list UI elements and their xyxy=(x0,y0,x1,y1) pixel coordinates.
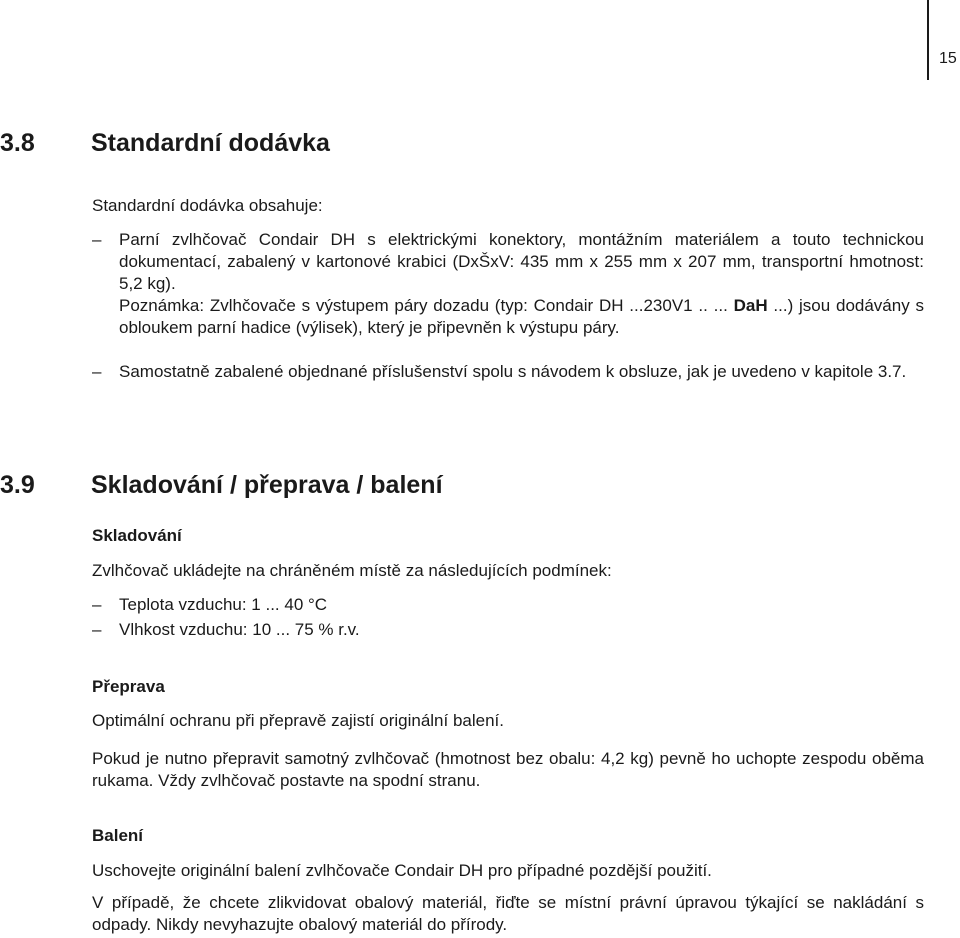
list-item xyxy=(92,361,924,383)
list-item-text: Teplota vzduchu: 1 ... 40 °C xyxy=(119,595,328,614)
list-item-text: Samostatně zabalené objednané příslušenství spolu s návodem k obsluze, jak je uvedeno v kapitole 3.7. xyxy=(119,362,907,381)
note-text-end: ...) jsou dodávány s obloukem parní hadice (výlisek), který je připevněn k výstupu páry. xyxy=(119,296,924,337)
header-rule xyxy=(927,0,929,80)
packaging-paragraph: Uschovejte originální balení zvlhčovače Condair DH pro případné pozdější použití. xyxy=(92,861,712,880)
section-title: Skladování / přeprava / balení xyxy=(91,471,443,499)
list-item xyxy=(92,619,924,641)
delivery-intro: Standardní dodávka obsahuje: xyxy=(92,196,323,215)
subheading-packaging: Balení xyxy=(92,826,144,845)
list-item-text xyxy=(119,229,924,339)
page-number: 15 xyxy=(939,50,957,67)
list-item xyxy=(92,229,924,339)
list-dash: – xyxy=(92,362,102,381)
storage-intro: Zvlhčovač ukládejte na chráněném místě za následujících podmínek: xyxy=(92,561,612,580)
subheading-transport: Přeprava xyxy=(92,677,165,696)
list-item-text: Vlhkost vzduchu: 10 ... 75 % r.v. xyxy=(119,620,360,639)
note-text: Poznámka: Zvlhčovače s výstupem páry dozadu (typ: Condair DH ...230V1 .. ... xyxy=(119,296,734,315)
section-number: 3.9 xyxy=(0,471,35,499)
transport-paragraph: Optimální ochranu při přepravě zajistí originální balení. xyxy=(92,711,504,730)
list-dash: – xyxy=(92,230,102,249)
list-dash: – xyxy=(92,595,102,614)
subheading-storage: Skladování xyxy=(92,526,182,545)
note-model-code: DaH xyxy=(733,296,768,315)
transport-paragraph: Pokud je nutno přepravit samotný zvlhčovač (hmotnost bez obalu: 4,2 kg) pevně ho uchopte zespodu oběma rukama. Vždy zvlhčovač postavte na spodní stranu. xyxy=(92,749,924,790)
section-title: Standardní dodávka xyxy=(91,129,330,157)
delivery-note xyxy=(119,295,924,339)
section-number: 3.8 xyxy=(0,129,35,157)
delivery-item-text: Parní zvlhčovač Condair DH s elektrickými konektory, montážním materiálem a touto technickou dokumentací, zabalený v kartonové krabici (DxŠxV: 435 mm x 255 mm x 207 mm, transportní hmotnost: 5,2 kg). xyxy=(119,230,924,293)
list-item xyxy=(92,594,924,616)
list-dash: – xyxy=(92,620,102,639)
packaging-paragraph: V případě, že chcete zlikvidovat obalový materiál, řiďte se místní právní úpravou týkající se nakládání s odpady. Nikdy nevyhazujte obalový materiál do přírody. xyxy=(92,893,924,934)
